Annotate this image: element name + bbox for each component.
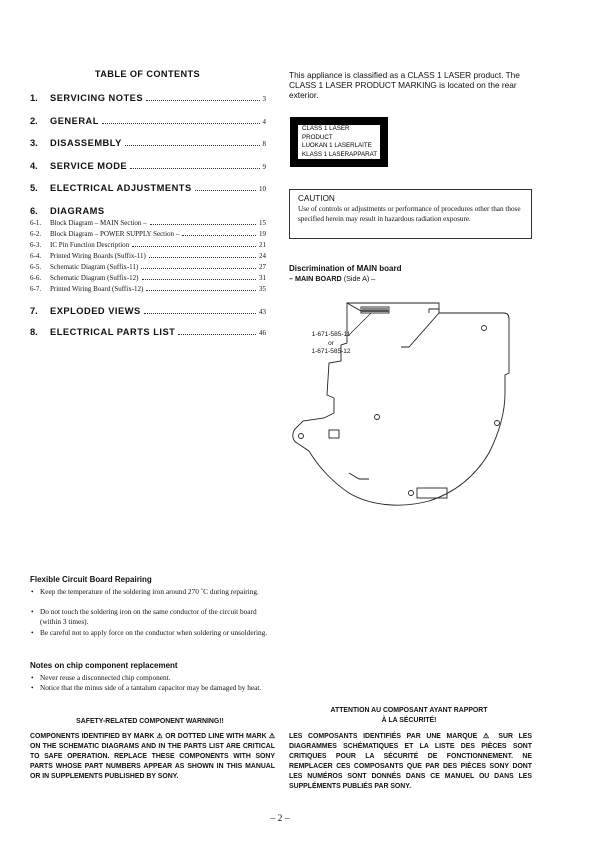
dot-leader xyxy=(102,123,260,124)
toc-subentry-number: 6-3. xyxy=(30,241,42,249)
toc-subentry[interactable] xyxy=(30,285,266,293)
toc-subentry-label: Printed Wiring Boards (Suffix-11) xyxy=(50,252,146,260)
dot-leader xyxy=(150,224,256,225)
safety-warning-body: COMPONENTS IDENTIFIED BY MARK ⚠ OR DOTTED LINE WITH MARK ⚠ ON THE SCHEMATIC DIAGRAMS AND IN THE PARTS LIST ARE CRITICAL TO SAFE OPERATION. REPLACE THESE COMPONENTS WITH SONY PARTS WHOSE PART NUMBERS APPEAR AS SHOWN IN THIS MANUAL OR IN SUPPLEMENTS PUBLISHED BY SONY. xyxy=(30,733,275,781)
main-board-outline-diagram xyxy=(289,283,534,523)
toc-subentry-page: 19 xyxy=(259,230,266,238)
dot-leader xyxy=(182,235,256,236)
caution-box xyxy=(289,189,532,239)
toc-subentry[interactable] xyxy=(30,252,266,260)
discrimination-title: Discrimination of MAIN board xyxy=(289,264,402,273)
toc-entry-page: 46 xyxy=(259,329,266,337)
toc-subentry-number: 6-4. xyxy=(30,252,42,260)
toc-entry-number: 1. xyxy=(30,93,38,103)
board-side: (Side A) – xyxy=(341,274,376,283)
toc-subentry[interactable] xyxy=(30,263,266,271)
dot-leader xyxy=(146,100,259,101)
toc-entry-service-mode[interactable] xyxy=(30,161,266,171)
toc-title: TABLE OF CONTENTS xyxy=(94,69,201,79)
toc-entry-label: ELECTRICAL ADJUSTMENTS xyxy=(50,183,192,193)
toc-entry-electrical-adjustments[interactable] xyxy=(30,183,266,193)
board-part-number: 1-671-585-11 xyxy=(311,331,351,338)
safety-warning-title-fr: ATTENTION AU COMPOSANT AYANT RAPPORT xyxy=(330,707,488,714)
toc-entry-page: 4 xyxy=(262,118,266,126)
toc-subentry-label: Block Diagram – POWER SUPPLY Section – xyxy=(50,230,180,238)
toc-entry-number: 7. xyxy=(30,306,38,316)
dot-leader xyxy=(142,279,256,280)
dot-leader xyxy=(132,246,256,247)
laser-class-statement: This appliance is classified as a CLASS 1 LASER product. The CLASS 1 LASER PRODUCT MARKING is located on the rear exterior. xyxy=(289,70,520,100)
toc-entry-number: 5. xyxy=(30,183,38,193)
flex-board-repair-title: Flexible Circuit Board Repairing xyxy=(30,575,152,584)
toc-entry-label: DIAGRAMS xyxy=(50,206,105,216)
toc-subentry[interactable] xyxy=(30,241,266,249)
board-code-or: or xyxy=(328,340,334,347)
safety-warning-title: SAFETY-RELATED COMPONENT WARNING!! xyxy=(76,718,224,725)
toc-subentry-number: 6-2. xyxy=(30,230,42,238)
toc-entry-servicing-notes[interactable] xyxy=(30,93,266,103)
board-name: – MAIN BOARD xyxy=(289,274,342,283)
dot-leader xyxy=(149,257,256,258)
toc-subentry-number: 6-7. xyxy=(30,285,42,293)
toc-entry-number: 3. xyxy=(30,138,38,148)
toc-entry-page: 8 xyxy=(262,140,266,148)
page-number: – 2 – xyxy=(270,814,290,824)
toc-subentry-page: 31 xyxy=(259,274,266,282)
dot-leader xyxy=(141,268,256,269)
toc-subentry-number: 6-5. xyxy=(30,263,42,271)
toc-entry-number: 2. xyxy=(30,116,38,126)
board-part-number: 1-671-585-12 xyxy=(311,348,351,355)
toc-entry-label: SERVICE MODE xyxy=(50,161,128,171)
toc-entry-page: 9 xyxy=(262,163,266,171)
laser-label-line: KLASS 1 LASERAPPARAT xyxy=(302,150,378,158)
safety-warning-body-fr: LES COMPOSANTS IDENTIFIÉS PAR UNE MARQUE ⚠ SUR LES DIAGRAMMES SCHÉMATIQUES ET LA LISTE DES PIÈCES SONT CRITIQUES POUR LA SÉCURITÉ DE FONCTIONNEMENT. NE REMPLACER CES COMPOSANTS QUE PAR DES PIÈCES SONY DONT LES NUMÉROS SONT DONNÉS DANS CE MANUEL OU DANS LES SUPPLÉMENTS PUBLIÉS PAR SONY. xyxy=(289,733,532,791)
toc-subentry-label: Schematic Diagram (Suffix-12) xyxy=(50,274,139,282)
caution-body: Use of controls or adjustments or performance of procedures other than those specified herein may result in hazardous radiation exposure. xyxy=(298,205,521,223)
toc-subentry-label: Schematic Diagram (Suffix-11) xyxy=(50,263,139,271)
toc-subentry-page: 21 xyxy=(259,241,266,249)
chip-replacement-bullet: • Never reuse a disconnected chip component. xyxy=(30,673,270,683)
dot-leader xyxy=(178,334,256,335)
laser-label-line: LUOKAN 1 LASERLAITE xyxy=(302,142,372,149)
chip-replacement-title: Notes on chip component replacement xyxy=(30,661,178,670)
toc-subentry-page: 35 xyxy=(259,285,266,293)
dot-leader xyxy=(125,145,260,146)
toc-entry-number: 6. xyxy=(30,206,38,216)
toc-entry-disassembly[interactable] xyxy=(30,138,266,148)
toc-entry-label: DISASSEMBLY xyxy=(50,138,122,148)
toc-entry-page: 43 xyxy=(259,308,266,316)
dot-leader xyxy=(144,313,256,314)
toc-entry-label: SERVICING NOTES xyxy=(50,93,144,103)
dot-leader xyxy=(195,190,256,191)
caution-title: CAUTION xyxy=(298,194,335,203)
toc-entry-label: EXPLODED VIEWS xyxy=(50,306,141,316)
toc-entry-general[interactable] xyxy=(30,116,266,126)
toc-subentry-label: Printed Wiring Board (Suffix-12) xyxy=(50,285,144,293)
chip-replacement-bullet: • Notice that the minus side of a tantalum capacitor may be damaged by heat. xyxy=(30,683,270,693)
toc-entry-number: 8. xyxy=(30,327,38,337)
toc-entry-label: ELECTRICAL PARTS LIST xyxy=(50,327,176,337)
flex-repair-bullet: • Do not touch the soldering iron on the same conductor of the circuit board (within 3 times). xyxy=(30,607,270,628)
toc-entry-exploded-views[interactable] xyxy=(30,306,266,316)
laser-product-label xyxy=(290,117,388,167)
toc-subentry[interactable] xyxy=(30,274,266,282)
toc-entry-label: GENERAL xyxy=(50,116,99,126)
toc-subentry-page: 24 xyxy=(259,252,266,260)
dot-leader xyxy=(130,168,259,169)
toc-entry-number: 4. xyxy=(30,161,38,171)
toc-subentry-label: IC Pin Function Description xyxy=(50,241,130,249)
dot-leader xyxy=(146,290,256,291)
toc-entry-diagrams[interactable] xyxy=(30,206,266,216)
toc-subentry-label: Block Diagram – MAIN Section – xyxy=(50,219,147,227)
safety-warning-title-fr-line2: À LA SÉCURITÉ! xyxy=(381,717,437,724)
toc-entry-page: 10 xyxy=(259,185,266,193)
toc-subentry-page: 15 xyxy=(259,219,266,227)
toc-subentry[interactable] xyxy=(30,219,266,227)
flex-repair-bullet: • Be careful not to apply force on the conductor when soldering or unsoldering. xyxy=(30,628,270,638)
toc-subentry-number: 6-1. xyxy=(30,219,42,227)
discrimination-subtitle xyxy=(289,274,375,283)
laser-label-line: CLASS 1 LASER PRODUCT xyxy=(302,125,350,141)
toc-entry-electrical-parts-list[interactable] xyxy=(30,327,266,337)
toc-subentry-page: 27 xyxy=(259,263,266,271)
toc-subentry-number: 6-6. xyxy=(30,274,42,282)
toc-entry-page: 3 xyxy=(262,95,266,103)
flex-repair-bullet: • Keep the temperature of the soldering iron around 270 ˚C during repairing. xyxy=(30,587,270,597)
toc-subentry[interactable] xyxy=(30,230,266,238)
